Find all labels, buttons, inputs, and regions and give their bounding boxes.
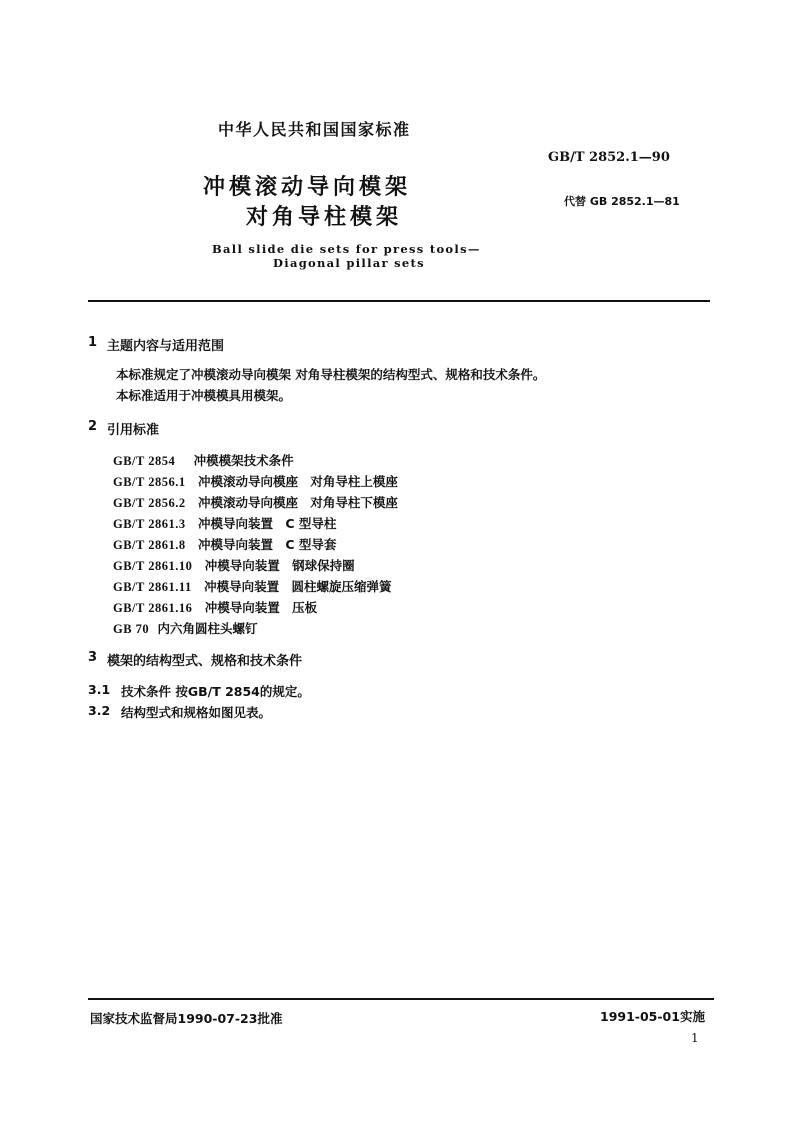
section-1-number: 1 [88, 335, 98, 350]
reference-title: 内六角圆柱头螺钉 [157, 621, 258, 636]
footer-divider [88, 998, 714, 1000]
title-english-line2: Diagonal pillar sets [273, 256, 425, 270]
reference-title: 冲模导向装置 [204, 558, 280, 573]
subsection-3-1-number: 3.1 [88, 682, 111, 697]
reference-item [113, 472, 398, 490]
subsection-3-2-text: 结构型式和规格如图见表。 [121, 705, 272, 720]
header-divider [88, 300, 710, 302]
reference-title: 冲模导向装置 [198, 516, 274, 531]
reference-item [113, 535, 336, 553]
section-1-heading: 主题内容与适用范围 [107, 339, 225, 354]
approval-date: 国家技术监督局1990-07-23批准 [90, 1011, 283, 1026]
replaces-standard: 代替 GB 2852.1—81 [564, 195, 680, 208]
reference-title: 冲模导向装置 [198, 537, 274, 552]
reference-code: GB/T 2856.2 [113, 496, 186, 510]
section-2-heading: 引用标准 [107, 423, 160, 438]
reference-title: 冲模滚动导向模座 [198, 474, 299, 489]
reference-item [113, 451, 294, 469]
reference-extra: 圆柱螺旋压缩弹簧 [291, 579, 392, 594]
reference-code: GB/T 2861.3 [113, 517, 186, 531]
reference-code: GB/T 2854 [113, 454, 176, 468]
subsection-3-2-number: 3.2 [88, 703, 111, 718]
reference-title: 冲模模架技术条件 [193, 453, 294, 468]
reference-code: GB/T 2861.11 [113, 580, 192, 594]
reference-item [113, 577, 391, 595]
effective-date: 1991-05-01实施 [600, 1009, 705, 1024]
reference-extra: 对角导柱下模座 [310, 495, 398, 510]
reference-code: GB/T 2861.10 [113, 559, 193, 573]
reference-item [113, 514, 336, 532]
reference-code: GB/T 2856.1 [113, 475, 186, 489]
reference-code: GB 70 [113, 622, 150, 636]
reference-item [113, 619, 258, 637]
section-3-heading: 模架的结构型式、规格和技术条件 [107, 654, 303, 669]
issuing-authority: 中华人民共和国国家标准 [218, 120, 411, 139]
reference-extra: 压板 [292, 600, 318, 615]
title-chinese-line2: 对角导柱模架 [246, 205, 403, 230]
reference-title: 冲模导向装置 [204, 579, 280, 594]
section-3-number: 3 [88, 650, 98, 665]
reference-item [113, 493, 398, 511]
section-1-paragraph-1: 本标准规定了冲模滚动导向模架 对角导柱模架的结构型式、规格和技术条件。 [116, 367, 546, 382]
section-1-paragraph-2: 本标准适用于冲模模具用模架。 [116, 388, 292, 403]
reference-item [113, 598, 317, 616]
reference-title: 冲模导向装置 [204, 600, 280, 615]
reference-code: GB/T 2861.16 [113, 601, 193, 615]
reference-item [113, 556, 355, 574]
reference-title: 冲模滚动导向模座 [198, 495, 299, 510]
reference-extra: 钢球保持圈 [292, 558, 355, 573]
reference-extra: C 型导柱 [285, 516, 337, 531]
reference-extra: C 型导套 [285, 537, 337, 552]
reference-extra: 对角导柱上模座 [310, 474, 398, 489]
title-english-line1: Ball slide die sets for press tools— [212, 242, 481, 256]
page-number: 1 [691, 1031, 699, 1045]
section-2-number: 2 [88, 419, 98, 434]
standard-number: GB/T 2852.1—90 [548, 150, 670, 165]
subsection-3-1-text: 技术条件 按GB/T 2854的规定。 [121, 684, 310, 699]
title-chinese-line1: 冲模滚动导向模架 [203, 175, 412, 200]
reference-code: GB/T 2861.8 [113, 538, 186, 552]
